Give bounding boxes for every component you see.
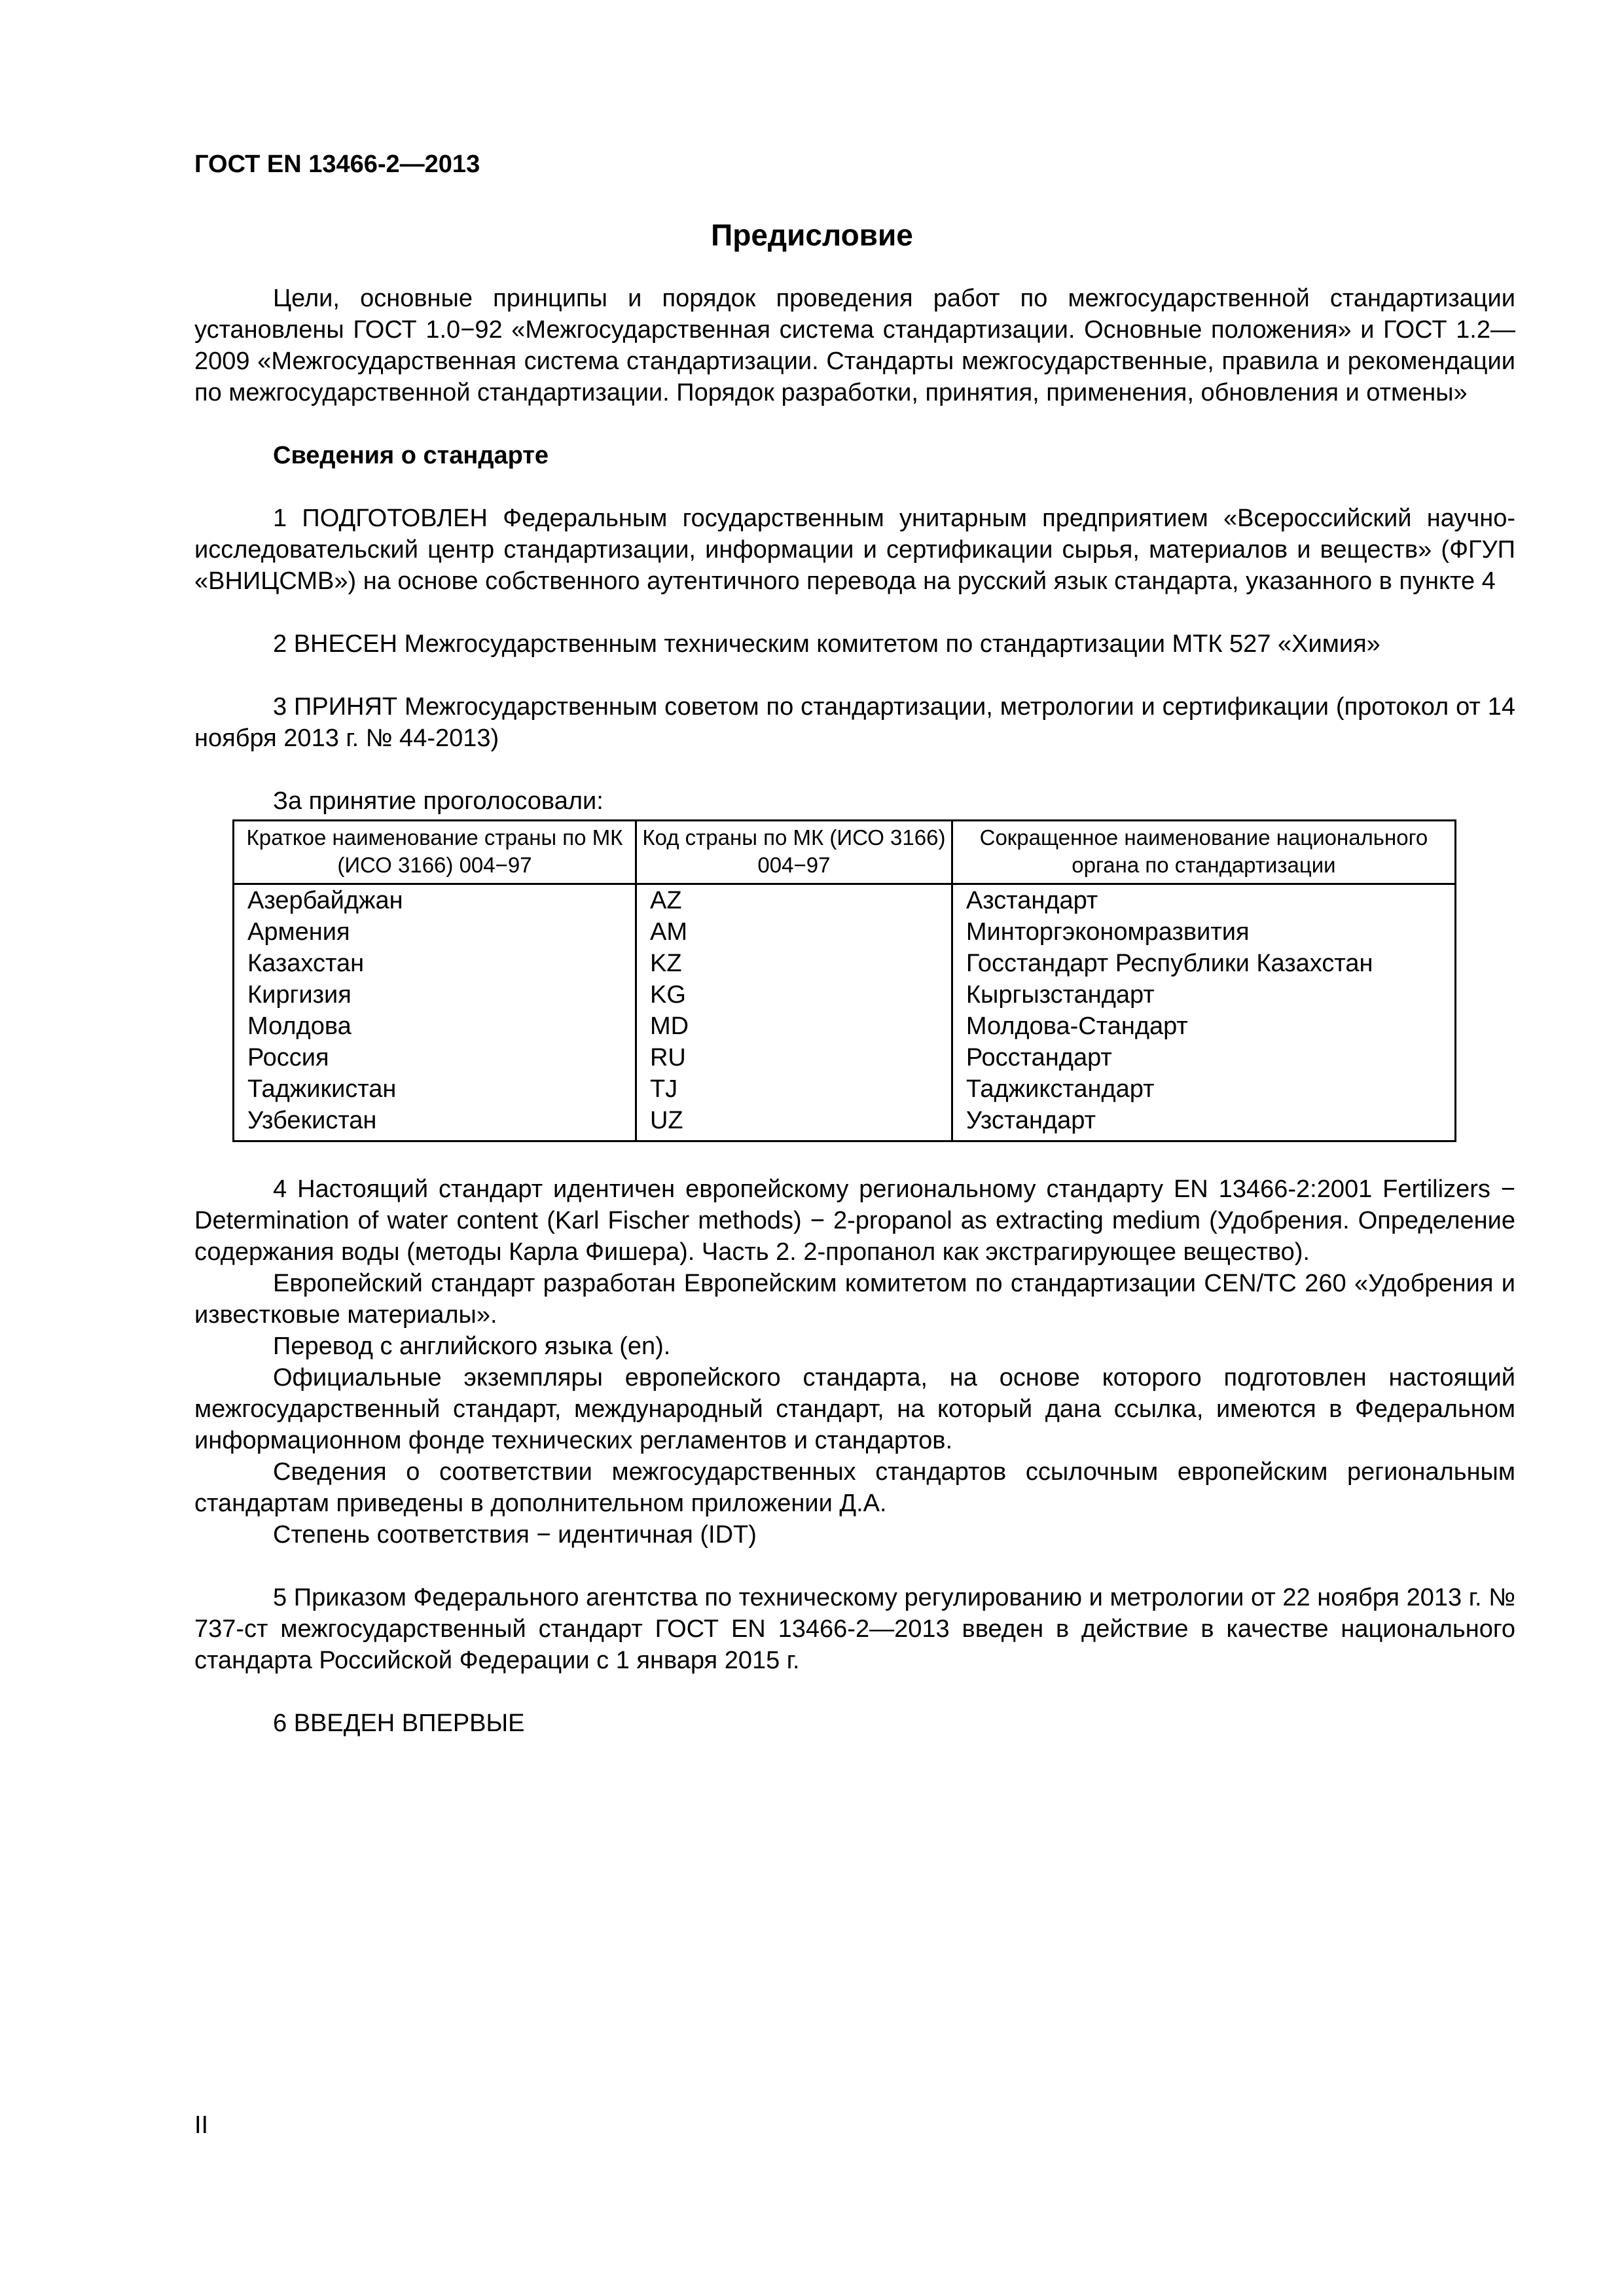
table-row: [234, 884, 1456, 917]
page-number: II: [194, 2111, 209, 2139]
country-name-cell: Армения: [234, 916, 636, 948]
country-name-cell: Молдова: [234, 1011, 636, 1042]
standards-body-cell: Минторгэкономразвития: [952, 916, 1455, 948]
country-code-cell: TJ: [636, 1073, 952, 1105]
table-row: [234, 1073, 1456, 1105]
country-name-cell: Таджикистан: [234, 1073, 636, 1105]
country-name-cell: Казахстан: [234, 948, 636, 979]
header-country-code: Код страны по МК (ИСО 3166) 004−97: [636, 821, 952, 884]
standards-body-cell: Таджикстандарт: [952, 1073, 1455, 1105]
country-name-cell: Азербайджан: [234, 884, 636, 917]
country-code-cell: KZ: [636, 948, 952, 979]
standards-body-cell: Азстандарт: [952, 884, 1455, 917]
table-row: [234, 916, 1456, 948]
table-row: [234, 1105, 1456, 1141]
country-name-cell: Россия: [234, 1042, 636, 1073]
table-row: [234, 1011, 1456, 1042]
foreword-body: [194, 283, 1515, 1739]
item-4-paragraph: Степень соответствия − идентичная (IDT): [273, 1521, 757, 1549]
country-code-cell: RU: [636, 1042, 952, 1073]
votes-label: За принятие проголосовали:: [273, 787, 604, 815]
country-name-cell: Киргизия: [234, 979, 636, 1011]
document-code: ГОСТ EN 13466-2—2013: [194, 151, 480, 178]
info-heading: Сведения о стандарте: [273, 442, 549, 469]
country-name-cell: Узбекистан: [234, 1105, 636, 1141]
table-row: [234, 1042, 1456, 1073]
item-6: 6 ВВЕДЕН ВПЕРВЫЕ: [273, 1710, 525, 1737]
standards-body-cell: Кыргызстандарт: [952, 979, 1455, 1011]
table-header-row: [234, 821, 1456, 884]
country-code-cell: AZ: [636, 884, 952, 917]
item-3: 3 ПРИНЯТ Межгосударственным советом по стандартизации, метрологии и сертификации (протокол от 14 ноября 2013 г. № 44-2013): [194, 693, 1515, 752]
item-1: 1 ПОДГОТОВЛЕН Федеральным государственным унитарным предприятием «Всероссийский научно-исследовательский центр стандартизации, информации и сертификации сырья, материалов и веществ» (ФГУП «ВНИЦСМВ») на основе собственного аутентичного перевода на русский язык стандарта, указанного в пункте 4: [194, 505, 1515, 595]
country-code-cell: MD: [636, 1011, 952, 1042]
item-4-paragraph: Перевод с английского языка (en).: [273, 1333, 671, 1360]
item-4-paragraph: Европейский стандарт разработан Европейским комитетом по стандартизации CEN/TC 260 «Удобрения и известковые материалы».: [194, 1270, 1515, 1329]
item-4-paragraph: Сведения о соответствии межгосударственных стандартов ссылочным европейским региональным стандартам приведены в дополнительном приложении Д.А.: [194, 1458, 1515, 1517]
standards-body-cell: Госстандарт Республики Казахстан: [952, 948, 1455, 979]
country-code-cell: KG: [636, 979, 952, 1011]
intro-paragraph: Цели, основные принципы и порядок проведения работ по межгосударственной стандартизации установлены ГОСТ 1.0−92 «Межгосударственная система стандартизации. Основные положения» и ГОСТ 1.2—2009 «Межгосударственная система стандартизации. Стандарты межгосударственные, правила и рекомендации по межгосударственной стандартизации. Порядок разработки, принятия, применения, обновления и отмены»: [194, 285, 1515, 406]
country-code-cell: AM: [636, 916, 952, 948]
item-2: 2 ВНЕСЕН Межгосударственным техническим комитетом по стандартизации МТК 527 «Химия»: [273, 630, 1380, 658]
standards-body-cell: Узстандарт: [952, 1105, 1455, 1141]
page-title: Предисловие: [711, 218, 913, 252]
header-standards-body: Сокращенное наименование национального органа по стандартизации: [952, 821, 1455, 884]
standards-body-cell: Росстандарт: [952, 1042, 1455, 1073]
country-code-cell: UZ: [636, 1105, 952, 1141]
item-4-paragraph: Официальные экземпляры европейского стандарта, на основе которого подготовлен настоящий межгосударственный стандарт, международный стандарт, на который дана ссылка, имеются в Федеральном информационном фонде технических регламентов и стандартов.: [194, 1364, 1515, 1454]
item-4-paragraph: 4 Настоящий стандарт идентичен европейскому региональному стандарту EN 13466-2:2001 Fertilizers − Determination of water content (Karl Fischer methods) − 2-propanol as extracting medium (Удобрения. Определение содержания воды (методы Карла Фишера). Часть 2. 2-пропанол как экстрагирующее вещество).: [194, 1175, 1515, 1266]
item-5: 5 Приказом Федерального агентства по техническому регулированию и метрологии от 22 ноября 2013 г. № 737-ст межгосударственный стандарт ГОСТ EN 13466-2—2013 введен в действие в качестве национального стандарта Российской Федерации с 1 января 2015 г.: [194, 1584, 1515, 1674]
standards-body-cell: Молдова-Стандарт: [952, 1011, 1455, 1042]
header-country-name: Краткое наименование страны по МК (ИСО 3166) 004−97: [234, 821, 636, 884]
table-row: [234, 948, 1456, 979]
votes-table: [232, 819, 1456, 1142]
table-row: [234, 979, 1456, 1011]
